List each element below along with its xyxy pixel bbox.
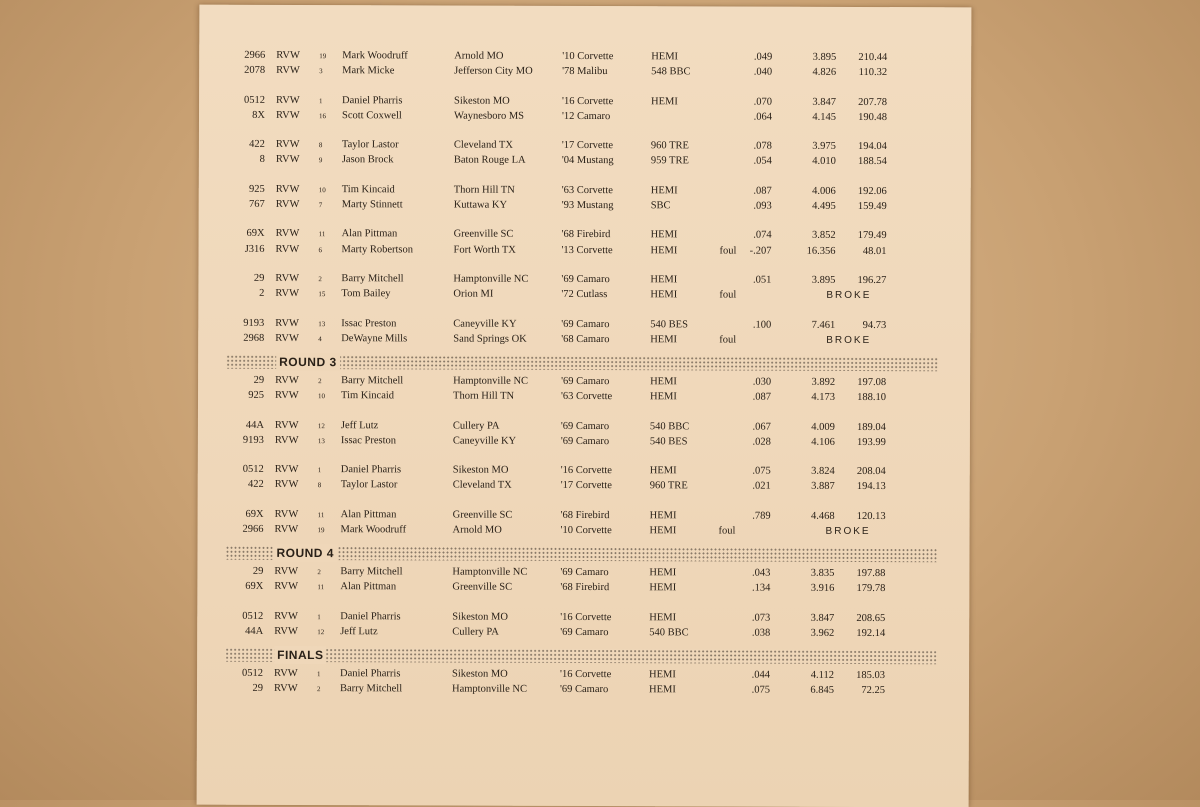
engine: 540 BES [649,436,688,448]
driver-name: Daniel Pharris [342,94,403,106]
qualifying-position: 3 [319,67,323,76]
reaction-time: .070 [753,96,773,108]
results-sheet [197,5,972,807]
result-row [198,388,970,407]
hometown: Waynesboro MS [453,110,525,122]
speed-mph: 208.65 [856,612,886,624]
car-model: '69 Camaro [560,420,610,432]
reaction-time: .075 [752,465,771,477]
engine: HEMI [649,525,677,537]
broke-flag: BROKE [825,525,871,538]
hometown: Greenville SC [452,509,513,521]
class-code: RVW [275,317,299,329]
car-model: '68 Firebird [560,582,610,594]
engine: 548 BBC [651,66,691,78]
engine: 959 TRE [650,155,689,167]
class-code: RVW [275,139,300,151]
result-row [198,330,970,349]
engine: 540 BBC [649,420,690,432]
qualifying-position: 1 [317,466,322,475]
elapsed-time: 3.962 [810,627,835,639]
car-model: '16 Corvette [560,669,612,681]
elapsed-time: 3.916 [810,583,835,595]
car-number: 9193 [242,434,264,446]
qualifying-position: 8 [317,481,322,490]
engine: 960 TRE [650,140,689,152]
result-row [198,432,970,451]
driver-name: Tim Kincaid [341,390,395,402]
foul-flag: foul [719,334,737,346]
engine: SBC [650,200,671,212]
qualifying-position: 1 [317,670,321,679]
driver-name: Mark Woodruff [342,50,408,62]
class-code: RVW [275,272,300,285]
speed-mph: 193.99 [856,436,886,448]
engine: HEMI [651,95,678,107]
car-number: 0512 [242,610,264,622]
driver-name: Mark Woodruff [340,524,407,536]
car-model: '93 Mustang [561,199,614,212]
engine: HEMI [650,334,678,346]
hometown: Caneyville KY [452,435,517,447]
driver-name: Scott Coxwell [341,109,402,122]
speed-mph: 207.78 [858,96,888,108]
car-number: 2966 [244,49,266,61]
engine: HEMI [650,229,678,241]
reaction-time: .073 [751,612,771,624]
car-number: 44A [245,625,264,637]
car-number: 925 [248,390,265,402]
elapsed-time: 4.145 [812,111,837,123]
car-model: '10 Corvette [562,50,614,63]
elapsed-time: 4.106 [811,436,835,448]
car-number: 0512 [244,94,266,106]
speed-mph: 159.49 [857,200,887,213]
broke-flag: BROKE [826,290,872,302]
hometown: Jefferson City MO [454,65,533,78]
car-model: '16 Corvette [560,611,612,623]
hometown: Thorn Hill TN [453,390,515,402]
elapsed-time: 4.010 [812,156,836,168]
elapsed-time: 6.845 [810,685,835,697]
engine: 540 BES [650,318,688,330]
class-code: RVW [275,154,300,166]
reaction-time: .093 [753,200,772,212]
engine: HEMI [649,669,676,681]
car-number: 8 [259,154,265,166]
speed-mph: 48.01 [862,245,887,257]
car-model: '69 Camaro [560,626,609,639]
car-number: 0512 [242,463,264,476]
qualifying-position: 1 [317,612,321,621]
class-code: RVW [274,668,298,680]
driver-name: Barry Mitchell [341,375,404,387]
car-number: 29 [253,272,265,284]
car-model: '69 Camaro [561,273,610,286]
qualifying-position: 11 [317,510,325,519]
speed-mph: 197.08 [857,376,887,389]
speed-mph: 179.78 [856,583,886,595]
speed-mph: 208.04 [856,466,886,478]
elapsed-time: 3.887 [811,481,835,493]
elapsed-time: 3.847 [812,96,837,108]
round-title: FINALS [274,646,326,664]
car-number: 2078 [244,64,266,77]
elapsed-time: 3.852 [811,230,836,242]
class-code: RVW [275,332,299,344]
elapsed-time: 3.975 [812,140,836,153]
round-title: ROUND 4 [273,544,337,562]
reaction-time: .064 [753,111,773,123]
qualifying-position: 2 [316,685,321,694]
hometown: Arnold MO [454,50,504,62]
qualifying-position: 7 [318,201,323,210]
engine: HEMI [650,244,678,256]
hometown: Sand Springs OK [453,333,527,345]
foul-flag: foul [719,289,737,301]
driver-name: Barry Mitchell [340,566,403,578]
round-title: ROUND 3 [276,353,340,371]
engine: HEMI [649,612,677,624]
engine: HEMI [651,51,679,63]
class-code: RVW [275,183,300,195]
car-number: 69X [245,508,264,520]
hometown: Cullery PA [452,420,500,432]
reaction-time: .789 [752,510,771,522]
speed-mph: 192.06 [857,185,887,197]
reaction-time: .087 [752,391,772,403]
result-row [198,522,970,541]
driver-name: Issac Preston [341,317,397,329]
class-code: RVW [276,94,300,106]
car-number: 0512 [242,667,264,680]
class-code: RVW [274,508,299,520]
speed-mph: 194.13 [856,481,886,493]
result-row [197,624,969,643]
result-row [199,152,971,171]
qualifying-position: 15 [318,290,326,299]
car-number: 925 [248,183,265,195]
speed-mph: 190.48 [858,111,888,123]
qualifying-position: 10 [318,392,326,401]
elapsed-time: 4.009 [811,421,835,433]
hometown: Orion MI [453,288,494,300]
hometown: Cleveland TX [453,139,513,151]
engine: HEMI [650,391,677,403]
class-code: RVW [274,581,299,593]
class-code: RVW [274,523,299,536]
car-number: 422 [249,139,265,151]
hometown: Sikeston MO [452,668,508,680]
speed-mph: 188.54 [857,156,887,168]
speed-mph: 188.10 [857,392,887,404]
qualifying-position: 9 [318,156,323,165]
hometown: Greenville SC [453,228,514,241]
car-model: '16 Corvette [562,95,614,107]
speed-mph: 192.14 [856,627,886,640]
result-row [198,286,970,305]
class-code: RVW [274,419,299,431]
driver-name: Barry Mitchell [341,273,404,285]
hometown: Cleveland TX [452,479,512,492]
elapsed-time: 4.173 [811,391,836,404]
foul-flag: foul [718,525,736,537]
class-code: RVW [275,390,299,402]
car-number: 29 [252,566,264,578]
reaction-time: .067 [752,421,771,433]
car-model: '68 Firebird [560,509,610,521]
car-number: 69X [245,581,264,593]
elapsed-time: 3.895 [811,274,836,286]
qualifying-position: 2 [318,275,322,284]
car-number: 29 [252,683,264,695]
reaction-time: .100 [752,319,772,331]
qualifying-position: 8 [318,141,323,150]
result-row [197,579,969,598]
qualifying-position: 13 [318,319,326,328]
car-model: '17 Corvette [560,480,612,492]
reaction-time: .087 [753,185,772,197]
class-code: RVW [275,243,300,255]
driver-name: Tom Bailey [341,288,391,300]
driver-name: Jason Brock [341,154,394,166]
hometown: Kuttawa KY [453,199,508,211]
hometown: Hamptonville NC [453,273,529,285]
hometown: Baton Rouge LA [453,154,526,167]
class-code: RVW [274,479,299,491]
engine: HEMI [649,567,677,579]
driver-name: Tim Kincaid [341,183,395,196]
car-model: '78 Malibu [562,66,608,78]
engine: HEMI [649,510,677,522]
reaction-time: .021 [752,480,771,493]
car-number: 422 [247,479,264,491]
driver-name: Taylor Lastor [340,479,398,491]
hometown: Fort Worth TX [453,244,516,256]
hometown: Arnold MO [452,524,502,536]
driver-name: Jeff Lutz [340,626,378,638]
hometown: Sikeston MO [452,464,509,476]
car-model: '13 Corvette [561,244,613,256]
engine: 540 BBC [649,627,689,639]
car-model: '68 Camaro [561,333,610,345]
car-model: '10 Corvette [560,524,612,537]
result-row [199,241,971,260]
car-model: '69 Camaro [560,567,609,579]
elapsed-time: 3.892 [811,376,836,388]
driver-name: Daniel Pharris [340,464,402,476]
driver-name: Jeff Lutz [340,419,379,431]
engine: HEMI [650,274,678,286]
reaction-time: .028 [752,436,771,448]
reaction-time: .044 [751,669,771,681]
foul-flag: foul [719,245,737,257]
reaction-time: .074 [753,229,772,242]
hometown: Hamptonville NC [452,566,528,578]
speed-mph: 194.04 [858,141,887,153]
result-row [199,197,971,216]
elapsed-time: 4.826 [812,66,837,79]
driver-name: DeWayne Mills [341,332,408,345]
driver-name: Daniel Pharris [340,610,401,623]
engine: 960 TRE [649,480,688,492]
elapsed-time: 3.895 [812,51,837,63]
elapsed-time: 16.356 [806,245,836,257]
round-header-bar [225,648,937,664]
car-model: '04 Mustang [561,155,614,167]
reaction-time: .078 [753,140,772,152]
speed-mph: 197.88 [856,568,886,580]
car-number: 767 [248,198,265,210]
hometown: Sikeston MO [454,95,510,107]
driver-name: Daniel Pharris [340,668,401,680]
qualifying-position: 6 [318,245,323,254]
car-number: 44A [245,419,264,431]
car-model: '16 Corvette [560,465,612,477]
class-code: RVW [275,198,300,211]
speed-mph: 110.32 [858,67,888,79]
qualifying-position: 12 [317,628,325,637]
car-number: 2966 [242,523,264,535]
class-code: RVW [275,109,300,121]
speed-mph: 189.04 [857,421,886,433]
speed-mph: 185.03 [856,670,886,682]
car-number: 2968 [243,332,265,344]
car-model: '69 Camaro [561,375,610,388]
elapsed-time: 7.461 [811,319,836,331]
elapsed-time: 4.112 [810,669,835,682]
engine: HEMI [650,376,677,388]
car-number: 29 [253,374,265,386]
qualifying-position: 11 [317,583,325,592]
driver-name: Alan Pittman [340,581,397,593]
driver-name: Alan Pittman [341,228,398,240]
result-row [199,63,971,82]
reaction-time: .075 [751,684,771,697]
driver-name: Marty Stinnett [341,199,403,211]
elapsed-time: 4.495 [812,200,836,212]
car-number: 69X [246,228,265,240]
elapsed-time: 3.847 [810,612,835,624]
hometown: Hamptonville NC [453,375,529,387]
result-row [199,107,971,126]
class-code: RVW [274,610,298,622]
driver-name: Taylor Lastor [341,139,399,151]
speed-mph: 94.73 [862,319,887,331]
qualifying-position: 2 [317,568,321,577]
hometown: Hamptonville NC [451,683,527,696]
class-code: RVW [273,683,298,695]
reaction-time: .049 [753,51,773,63]
speed-mph: 196.27 [857,274,887,287]
hometown: Sikeston MO [452,611,509,623]
class-code: RVW [276,49,300,62]
car-number: J316 [244,243,265,255]
car-model: '69 Camaro [559,684,609,696]
hometown: Greenville SC [452,581,513,594]
class-code: RVW [275,288,300,300]
qualifying-position: 11 [318,230,326,239]
speed-mph: 210.44 [858,51,888,64]
car-model: '12 Camaro [561,110,611,122]
hometown: Cullery PA [452,626,499,638]
driver-name: Alan Pittman [340,508,397,521]
round-header-bar [226,355,938,371]
car-model: '68 Firebird [561,229,611,241]
class-code: RVW [274,625,298,638]
driver-name: Issac Preston [340,434,397,447]
car-number: 9193 [243,317,265,329]
qualifying-position: 19 [317,526,325,535]
speed-mph: 120.13 [856,510,886,522]
class-code: RVW [276,65,300,77]
elapsed-time: 4.468 [810,510,835,522]
elapsed-time: 3.824 [811,465,835,478]
qualifying-position: 13 [317,436,325,445]
qualifying-position: 16 [318,111,327,120]
class-code: RVW [274,566,299,578]
reaction-time: .134 [751,582,771,595]
car-model: '63 Corvette [561,391,613,403]
result-row [198,477,970,496]
qualifying-position: 10 [318,185,326,194]
results-content [199,5,971,697]
class-code: RVW [275,228,300,240]
engine: HEMI [648,684,676,696]
car-number: 2 [259,288,265,300]
reaction-time: .038 [751,627,771,639]
elapsed-time: 3.835 [810,567,835,580]
car-model: '17 Corvette [561,140,614,152]
engine: HEMI [650,289,678,301]
class-code: RVW [274,434,299,446]
reaction-time: .051 [753,274,772,286]
reaction-time: .043 [752,567,771,579]
reaction-time: .054 [753,155,772,168]
speed-mph: 179.49 [857,230,887,242]
result-row [197,681,969,700]
qualifying-position: 12 [317,421,325,430]
elapsed-time: 4.006 [812,185,836,197]
engine: HEMI [649,582,677,594]
car-number: 8X [252,109,266,121]
driver-name: Barry Mitchell [339,683,403,695]
class-code: RVW [275,374,299,387]
qualifying-position: 2 [318,377,322,386]
car-model: '69 Camaro [561,318,610,330]
driver-name: Marty Robertson [341,243,414,255]
speed-mph: 72.25 [861,685,886,697]
reaction-time: -.207 [749,245,772,257]
engine: HEMI [650,185,678,197]
class-code: RVW [274,464,299,476]
car-model: '63 Corvette [561,184,613,196]
reaction-time: .030 [752,376,772,388]
qualifying-position: 19 [319,52,327,61]
broke-flag: BROKE [826,334,872,346]
car-model: '69 Camaro [560,435,610,447]
hometown: Thorn Hill TN [453,184,515,196]
qualifying-position: 1 [319,96,323,105]
hometown: Caneyville KY [453,318,517,330]
reaction-time: .040 [753,66,773,78]
driver-name: Mark Micke [342,65,395,77]
qualifying-position: 4 [318,334,322,343]
car-model: '72 Cutlass [561,289,608,301]
engine: HEMI [649,465,677,477]
round-header-bar [225,546,937,562]
